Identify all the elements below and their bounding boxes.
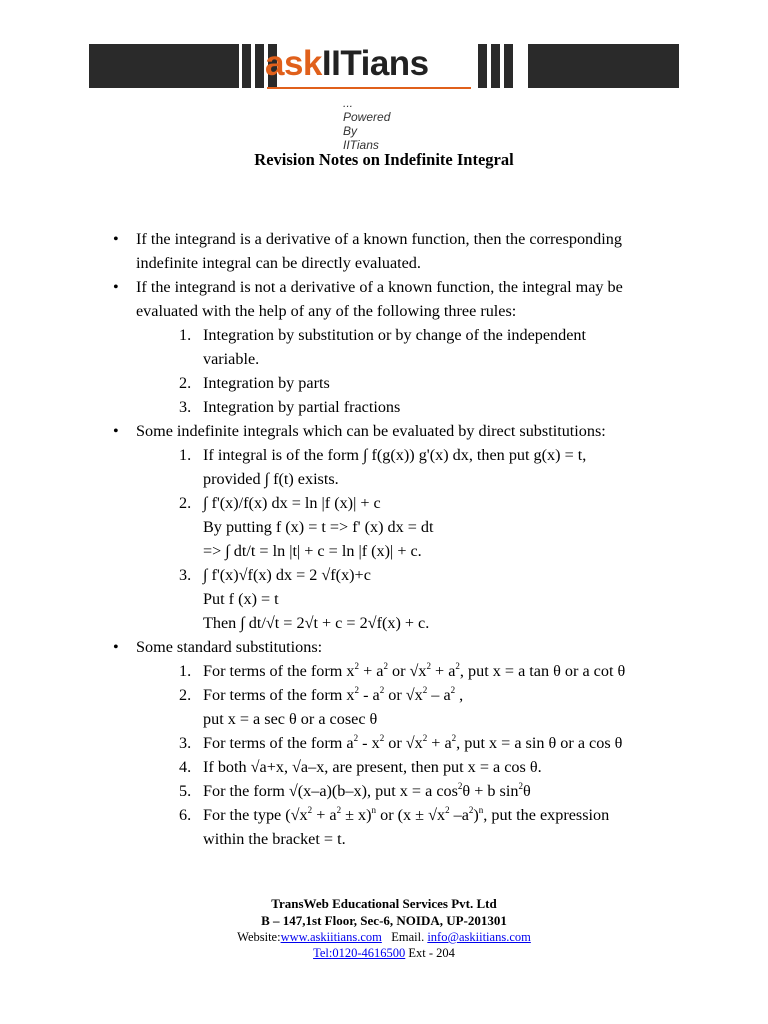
bullet-icon: • bbox=[113, 278, 119, 296]
numbered-item: 6. For the type $(√x^2 + a^2 \pm x)^n$ or ($x \pm √x^2$ $-a^2)^n$, put the expression within the bracket = t. bbox=[179, 805, 610, 848]
numbered-item: 3. Integration by partial fractions bbox=[179, 398, 401, 416]
numbered-item: 3. For terms of the form $a^2 - x^2$ or $√x^2 + a^2$, put x = a sin θ or a cos θ bbox=[179, 733, 623, 752]
logo-iitians: IITians bbox=[321, 44, 429, 83]
logo-tagline: ... Powered By IITians bbox=[343, 96, 391, 152]
page-title: Revision Notes on Indefinite Integral bbox=[254, 150, 514, 169]
banner-slit bbox=[255, 44, 264, 88]
banner-slit bbox=[504, 44, 513, 88]
banner-bar-right bbox=[528, 44, 679, 88]
bullet-item: • Some standard substitutions: bbox=[0, 635, 768, 659]
phone-link[interactable]: Tel:0120-4616500 bbox=[313, 946, 406, 960]
website-link[interactable]: www.askiitians.com bbox=[280, 930, 382, 944]
notes-body bbox=[0, 227, 768, 851]
footer-contact: Website:www.askiitians.com Email. info@askiitians.com bbox=[237, 930, 531, 944]
logo-underline bbox=[267, 87, 471, 89]
footer-phone: Tel:0120-4616500 Ext - 204 bbox=[313, 946, 455, 960]
numbered-item: 3. ∫ f'(x)√f(x) dx = 2 √f(x)+c Put f (x) = t Then ∫ dt/√t = 2√t + c = 2√f(x) + c. bbox=[179, 566, 430, 632]
numbered-item: 2. ∫ f'(x)/f(x) dx = ln |f (x)| + c By putting f (x) = t => f' (x) dx = dt => ∫ dt/t = ln |t| + c = ln |f (x)| + c. bbox=[179, 494, 434, 560]
footer-address: B – 147,1st Floor, Sec-6, NOIDA, UP-201301 bbox=[261, 913, 507, 928]
banner-slit bbox=[478, 44, 487, 88]
page-footer bbox=[0, 895, 768, 961]
logo-text bbox=[265, 44, 429, 84]
numbered-item: 4. If both √a+x, √a–x, are present, then put x = a cos θ. bbox=[179, 758, 542, 776]
numbered-item: 2. For terms of the form $x^2 - a^2$ or $√x^2 - a^2$ , put x = a sec θ or a cosec θ bbox=[179, 685, 464, 728]
numbered-item: 2. Integration by parts bbox=[179, 374, 330, 392]
bullet-item: • If the integrand is a derivative of a known function, then the corresponding indefinite integral can be directly evaluated. bbox=[0, 227, 768, 275]
banner-bar-left bbox=[89, 44, 239, 88]
bullet-icon: • bbox=[113, 638, 119, 656]
logo-ask: ask bbox=[265, 44, 322, 83]
footer-company: TransWeb Educational Services Pvt. Ltd bbox=[271, 896, 497, 911]
numbered-item: 1. If integral is of the form ∫ f(g(x)) g'(x) dx, then put g(x) = t, provided ∫ f(t) exists. bbox=[179, 446, 587, 488]
numbered-item: 1. Integration by substitution or by change of the independent variable. bbox=[179, 326, 587, 368]
banner-slit bbox=[491, 44, 500, 88]
numbered-item: 5. For the form √(x–a)(b–x), put x = a $\cos^2\theta + b$ $\sin^2\theta$ bbox=[179, 781, 531, 800]
bullet-icon: • bbox=[113, 230, 119, 248]
numbered-item: 1. For terms of the form $x^2 + a^2$ or $√x^2 + a^2$, put x = a tan θ or a cot θ bbox=[179, 661, 626, 680]
email-link[interactable]: info@askiitians.com bbox=[427, 930, 531, 944]
bullet-item: • If the integrand is not a derivative of a known function, the integral may be evaluated with the help of any of the following three rules: bbox=[0, 275, 768, 323]
bullet-item: • Some indefinite integrals which can be evaluated by direct substitutions: bbox=[0, 419, 768, 443]
bullet-icon: • bbox=[113, 422, 119, 440]
banner-slit bbox=[242, 44, 251, 88]
